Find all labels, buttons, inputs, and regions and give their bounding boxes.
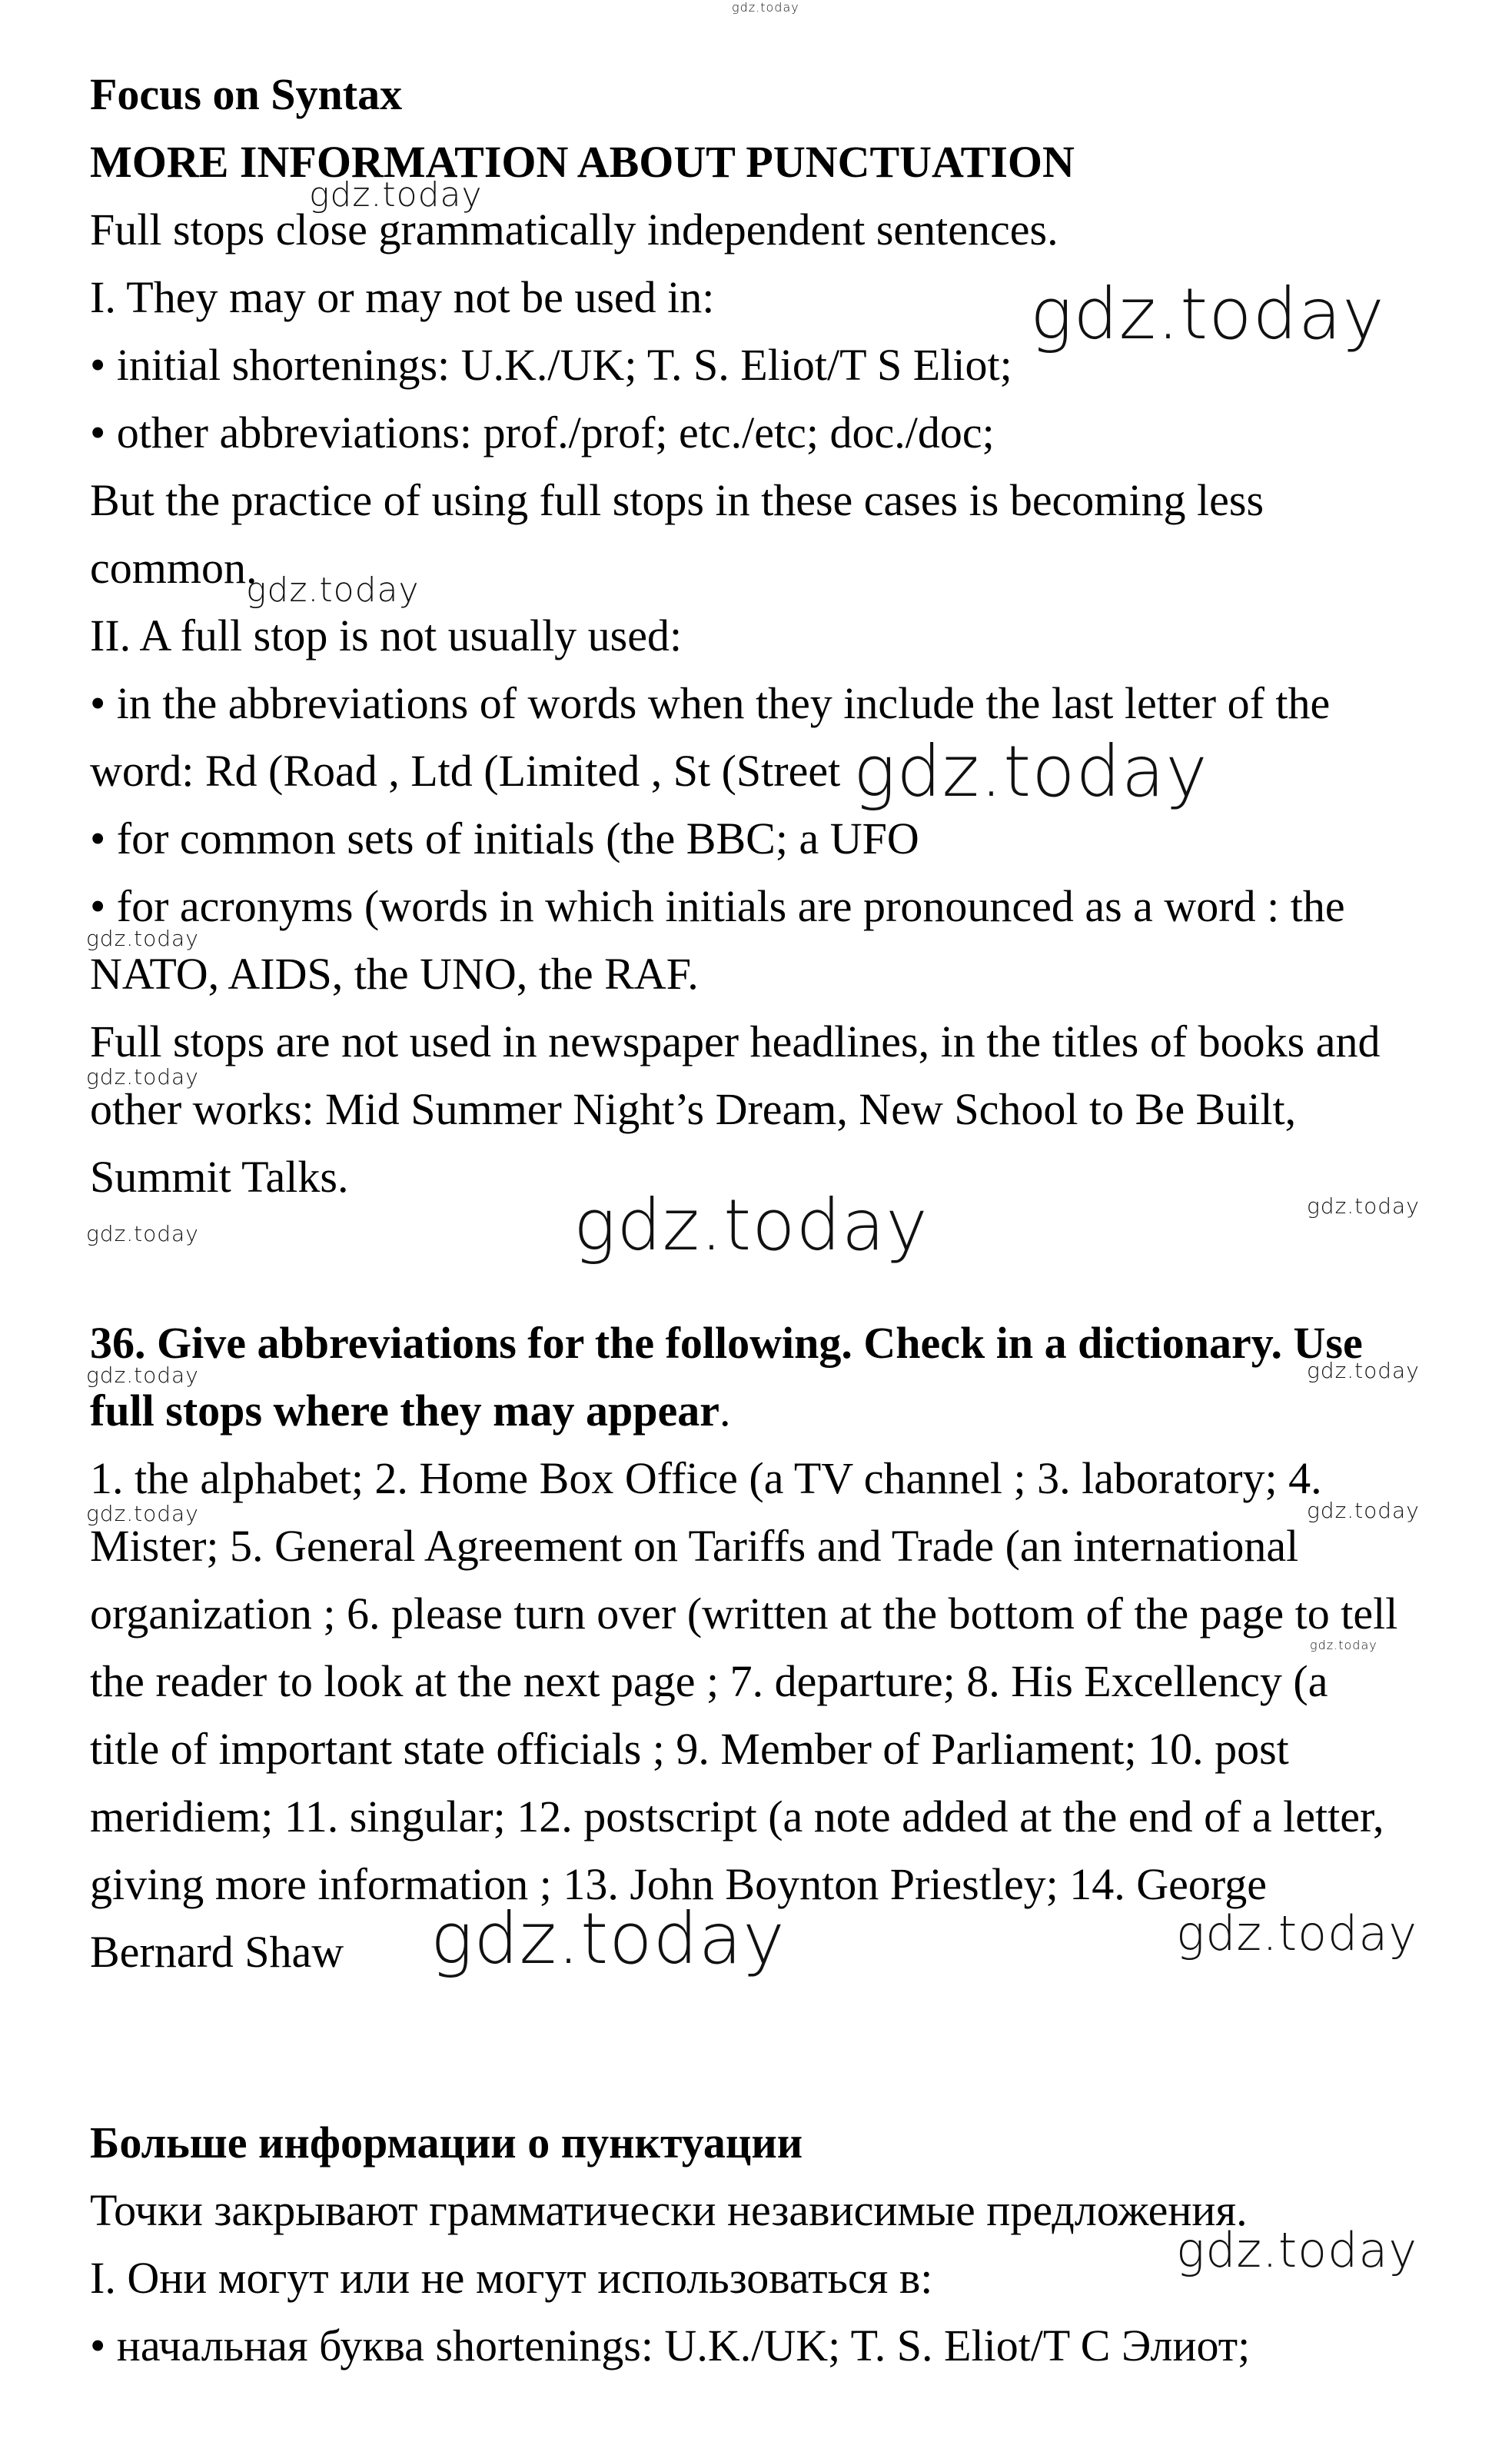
ru-paragraph-line: I. Они могут или не могут использоваться в: xyxy=(90,2253,933,2303)
watermark: gdz.today xyxy=(86,1501,199,1526)
exercise-line: Mister; 5. General Agreement on Tariffs and Trade (an international xyxy=(90,1521,1299,1571)
list-item: • for acronyms (words in which initials are pronounced as a word : the xyxy=(90,881,1345,931)
list-item: • in the abbreviations of words when they include the last letter of the xyxy=(90,678,1331,728)
list-item: • for common sets of initials (the BBC; a UFO xyxy=(90,813,919,863)
exercise-title-end: . xyxy=(719,1386,731,1436)
watermark: gdz.today xyxy=(246,571,420,610)
watermark: gdz.today xyxy=(732,0,799,15)
paragraph-line: word: Rd (Road , Ltd (Limited , St (Street xyxy=(90,746,841,796)
paragraph-line: other works: Mid Summer Night’s Dream, New School to Be Built, xyxy=(90,1084,1297,1134)
ru-paragraph-line: Точки закрывают грамматически независимые предложения. xyxy=(90,2185,1248,2235)
watermark: gdz.today xyxy=(86,1221,199,1246)
watermark: gdz.today xyxy=(573,1184,929,1266)
exercise-line: Bernard Shaw xyxy=(90,1927,344,1977)
exercise-line: giving more information ; 13. John Boynton Priestley; 14. George xyxy=(90,1859,1267,1909)
watermark: gdz.today xyxy=(1307,1358,1420,1383)
watermark: gdz.today xyxy=(430,1898,786,1980)
watermark: gdz.today xyxy=(309,175,483,215)
paragraph-line: I. They may or may not be used in: xyxy=(90,272,715,322)
paragraph-line: common. xyxy=(90,543,258,593)
watermark: gdz.today xyxy=(86,1362,199,1388)
watermark: gdz.today xyxy=(1176,2222,1418,2278)
exercise-title-continued xyxy=(90,1384,730,1438)
paragraph-line: Full stops are not used in newspaper headlines, in the titles of books and xyxy=(90,1016,1381,1066)
paragraph-line: Full stops close grammatically independent sentences. xyxy=(90,205,1058,255)
paragraph-line: NATO, AIDS, the UNO, the RAF. xyxy=(90,949,699,999)
paragraph-line: Summit Talks. xyxy=(90,1152,349,1202)
exercise-line: 1. the alphabet; 2. Home Box Office (a TV channel ; 3. laboratory; 4. xyxy=(90,1453,1322,1503)
exercise-line: meridiem; 11. singular; 12. postscript (a note added at the end of a letter, xyxy=(90,1792,1384,1841)
watermark: gdz.today xyxy=(1176,1905,1418,1961)
watermark: gdz.today xyxy=(86,1064,199,1090)
paragraph-line: But the practice of using full stops in these cases is becoming less xyxy=(90,475,1264,525)
paragraph-line: II. A full stop is not usually used: xyxy=(90,610,683,660)
section-heading: Focus on Syntax xyxy=(90,69,403,119)
ru-list-item: • начальная буква shortenings: U.K./UK; T. S. Eliot/T С Элиот; xyxy=(90,2321,1251,2370)
list-item: • initial shortenings: U.K./UK; T. S. Eliot/T S Eliot; xyxy=(90,340,1012,390)
watermark: gdz.today xyxy=(853,730,1208,813)
watermark: gdz.today xyxy=(86,926,199,951)
ru-title: Больше информации о пунктуации xyxy=(90,2118,803,2168)
exercise-line: the reader to look at the next page ; 7. departure; 8. His Excellency (a xyxy=(90,1656,1328,1706)
page-title: MORE INFORMATION ABOUT PUNCTUATION xyxy=(90,137,1075,187)
exercise-line: title of important state officials ; 9. Member of Parliament; 10. post xyxy=(90,1724,1289,1774)
exercise-line: organization ; 6. please turn over (written at the bottom of the page to tell xyxy=(90,1589,1398,1639)
watermark: gdz.today xyxy=(1307,1498,1420,1523)
watermark: gdz.today xyxy=(1310,1638,1377,1652)
exercise-title: 36. Give abbreviations for the following. Check in a dictionary. Use xyxy=(90,1318,1363,1368)
watermark: gdz.today xyxy=(1030,273,1385,355)
watermark: gdz.today xyxy=(1307,1193,1420,1219)
list-item: • other abbreviations: prof./prof; etc./etc; doc./doc; xyxy=(90,408,995,457)
exercise-title-bold: full stops where they may appear xyxy=(90,1386,719,1436)
